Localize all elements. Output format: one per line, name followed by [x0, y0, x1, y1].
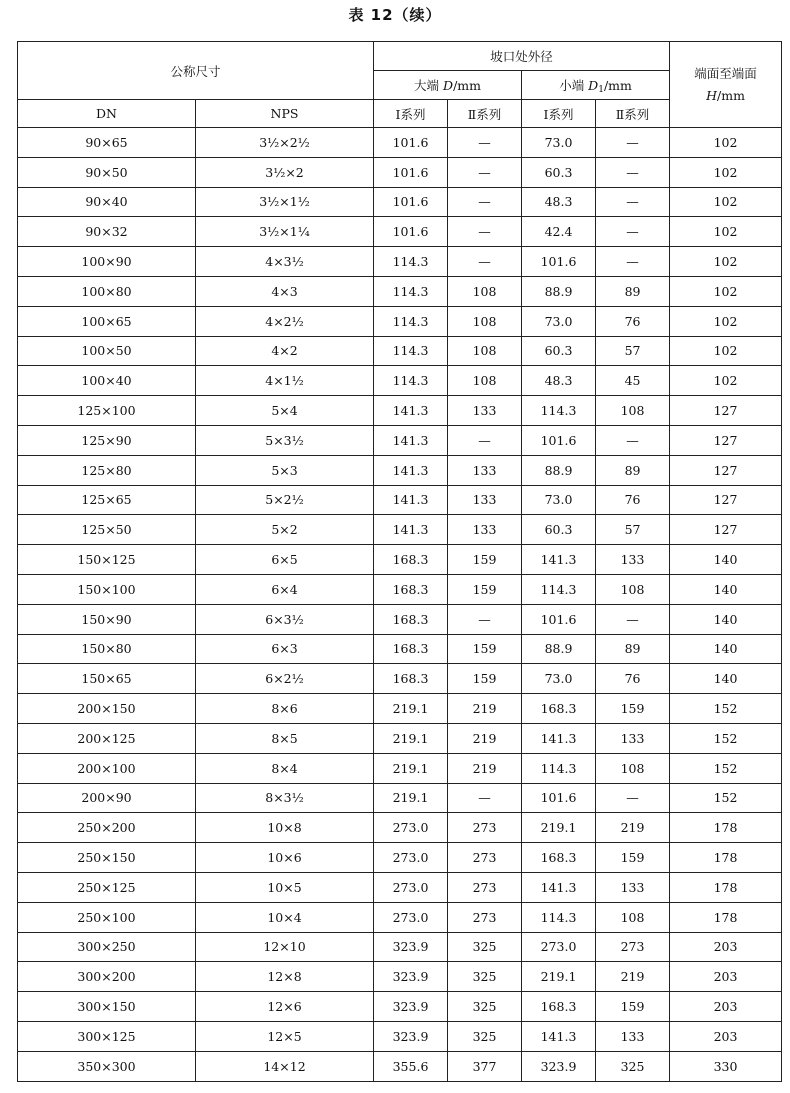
- large-end-series-1-cell: 101.6: [374, 217, 448, 247]
- end-to-end-cell: 203: [670, 1021, 782, 1051]
- nps-cell: 14×12: [196, 1051, 374, 1081]
- end-to-end-cell: 102: [670, 276, 782, 306]
- small-end-series-1-cell: 168.3: [522, 843, 596, 873]
- small-end-series-2-cell: —: [596, 128, 670, 158]
- large-end-series-2-cell: 219: [448, 694, 522, 724]
- end-to-end-cell: 178: [670, 902, 782, 932]
- small-end-series-2-cell: 89: [596, 455, 670, 485]
- large-end-series-2-cell: 108: [448, 276, 522, 306]
- end-to-end-cell: 203: [670, 962, 782, 992]
- small-end-series-1-cell: 88.9: [522, 276, 596, 306]
- table-row: [18, 932, 782, 962]
- large-end-series-2-cell: 159: [448, 664, 522, 694]
- dn-cell: 150×80: [18, 634, 196, 664]
- small-end-series-1-cell: 219.1: [522, 962, 596, 992]
- table-row: [18, 634, 782, 664]
- small-end-series-2-cell: —: [596, 247, 670, 277]
- end-to-end-cell: 178: [670, 872, 782, 902]
- end-to-end-cell: 152: [670, 783, 782, 813]
- small-end-series-1-cell: 141.3: [522, 1021, 596, 1051]
- large-end-series-2-cell: 325: [448, 1021, 522, 1051]
- small-end-series-2-cell: 159: [596, 694, 670, 724]
- dn-cell: 250×100: [18, 902, 196, 932]
- large-end-series-2-cell: —: [448, 128, 522, 158]
- large-end-series-2-cell: 108: [448, 336, 522, 366]
- dn-cell: 90×65: [18, 128, 196, 158]
- dn-cell: 150×90: [18, 604, 196, 634]
- large-end-series-2-cell: 133: [448, 396, 522, 426]
- nps-cell: 4×2½: [196, 306, 374, 336]
- small-end-series-1-cell: 88.9: [522, 634, 596, 664]
- header-small-end-unit: /mm: [603, 77, 632, 93]
- large-end-series-1-cell: 273.0: [374, 813, 448, 843]
- header-nominal-size: 公称尺寸: [18, 42, 374, 100]
- small-end-series-2-cell: 133: [596, 1021, 670, 1051]
- small-end-series-1-cell: 168.3: [522, 694, 596, 724]
- nps-cell: 12×10: [196, 932, 374, 962]
- small-end-series-2-cell: 108: [596, 396, 670, 426]
- nps-cell: 5×3: [196, 455, 374, 485]
- end-to-end-cell: 140: [670, 604, 782, 634]
- small-end-series-1-cell: 323.9: [522, 1051, 596, 1081]
- large-end-series-1-cell: 168.3: [374, 574, 448, 604]
- small-end-series-1-cell: 73.0: [522, 306, 596, 336]
- small-end-series-2-cell: 108: [596, 753, 670, 783]
- large-end-series-1-cell: 168.3: [374, 604, 448, 634]
- nps-cell: 6×3½: [196, 604, 374, 634]
- small-end-series-1-cell: 168.3: [522, 992, 596, 1022]
- large-end-series-2-cell: 159: [448, 545, 522, 575]
- header-large-series-1: Ⅰ系列: [374, 100, 448, 128]
- small-end-series-2-cell: 45: [596, 366, 670, 396]
- end-to-end-cell: 140: [670, 545, 782, 575]
- small-end-series-2-cell: —: [596, 783, 670, 813]
- header-small-end-var: D: [588, 77, 599, 93]
- large-end-series-1-cell: 168.3: [374, 664, 448, 694]
- large-end-series-2-cell: 325: [448, 932, 522, 962]
- large-end-series-2-cell: —: [448, 604, 522, 634]
- small-end-series-2-cell: 219: [596, 962, 670, 992]
- large-end-series-1-cell: 141.3: [374, 396, 448, 426]
- table-row: [18, 247, 782, 277]
- dn-cell: 200×125: [18, 723, 196, 753]
- end-to-end-cell: 102: [670, 306, 782, 336]
- nps-cell: 6×4: [196, 574, 374, 604]
- nps-cell: 10×6: [196, 843, 374, 873]
- header-bevel-od: 坡口处外径: [374, 42, 670, 71]
- small-end-series-2-cell: 325: [596, 1051, 670, 1081]
- large-end-series-1-cell: 114.3: [374, 366, 448, 396]
- nps-cell: 10×8: [196, 813, 374, 843]
- large-end-series-2-cell: 133: [448, 485, 522, 515]
- large-end-series-2-cell: 273: [448, 813, 522, 843]
- large-end-series-2-cell: 325: [448, 962, 522, 992]
- table-row: [18, 574, 782, 604]
- table-row: [18, 902, 782, 932]
- end-to-end-cell: 203: [670, 932, 782, 962]
- header-small-end: [522, 71, 670, 100]
- small-end-series-1-cell: 141.3: [522, 545, 596, 575]
- table-row: [18, 485, 782, 515]
- dn-cell: 125×50: [18, 515, 196, 545]
- large-end-series-2-cell: 273: [448, 902, 522, 932]
- dn-cell: 100×50: [18, 336, 196, 366]
- dn-cell: 300×125: [18, 1021, 196, 1051]
- large-end-series-2-cell: —: [448, 157, 522, 187]
- large-end-series-2-cell: —: [448, 425, 522, 455]
- small-end-series-1-cell: 101.6: [522, 247, 596, 277]
- small-end-series-2-cell: 159: [596, 843, 670, 873]
- table-row: [18, 664, 782, 694]
- small-end-series-1-cell: 114.3: [522, 396, 596, 426]
- dn-cell: 90×40: [18, 187, 196, 217]
- end-to-end-cell: 330: [670, 1051, 782, 1081]
- small-end-series-2-cell: 76: [596, 485, 670, 515]
- nps-cell: 6×5: [196, 545, 374, 575]
- table-row: [18, 843, 782, 873]
- large-end-series-1-cell: 168.3: [374, 634, 448, 664]
- dn-cell: 200×90: [18, 783, 196, 813]
- dn-cell: 125×90: [18, 425, 196, 455]
- large-end-series-1-cell: 323.9: [374, 1021, 448, 1051]
- header-end-to-end: [670, 42, 782, 128]
- table-row: [18, 396, 782, 426]
- reducer-dimension-table: [17, 41, 782, 1082]
- dn-cell: 125×65: [18, 485, 196, 515]
- large-end-series-2-cell: 377: [448, 1051, 522, 1081]
- table-row: [18, 276, 782, 306]
- small-end-series-1-cell: 60.3: [522, 515, 596, 545]
- header-large-end-unit: /mm: [453, 78, 481, 93]
- table-row: [18, 604, 782, 634]
- nps-cell: 8×4: [196, 753, 374, 783]
- table-row: [18, 336, 782, 366]
- large-end-series-2-cell: 133: [448, 515, 522, 545]
- large-end-series-1-cell: 114.3: [374, 306, 448, 336]
- dn-cell: 150×125: [18, 545, 196, 575]
- large-end-series-1-cell: 141.3: [374, 455, 448, 485]
- nps-cell: 6×2½: [196, 664, 374, 694]
- small-end-series-2-cell: 57: [596, 515, 670, 545]
- end-to-end-cell: 140: [670, 634, 782, 664]
- large-end-series-1-cell: 273.0: [374, 843, 448, 873]
- nps-cell: 12×5: [196, 1021, 374, 1051]
- header-large-end-label: 大端: [414, 78, 444, 93]
- header-nps: NPS: [196, 100, 374, 128]
- small-end-series-1-cell: 101.6: [522, 604, 596, 634]
- large-end-series-1-cell: 273.0: [374, 902, 448, 932]
- header-large-series-2: Ⅱ系列: [448, 100, 522, 128]
- table-row: [18, 813, 782, 843]
- nps-cell: 3½×1¼: [196, 217, 374, 247]
- end-to-end-cell: 127: [670, 425, 782, 455]
- header-small-end-sub: 1: [598, 84, 604, 95]
- large-end-series-1-cell: 219.1: [374, 753, 448, 783]
- large-end-series-2-cell: —: [448, 247, 522, 277]
- header-small-end-label: 小端: [559, 77, 589, 93]
- large-end-series-2-cell: —: [448, 217, 522, 247]
- small-end-series-2-cell: —: [596, 217, 670, 247]
- nps-cell: 5×3½: [196, 425, 374, 455]
- dn-cell: 350×300: [18, 1051, 196, 1081]
- end-to-end-cell: 127: [670, 485, 782, 515]
- nps-cell: 8×3½: [196, 783, 374, 813]
- small-end-series-2-cell: 108: [596, 574, 670, 604]
- nps-cell: 4×3½: [196, 247, 374, 277]
- nps-cell: 10×5: [196, 872, 374, 902]
- large-end-series-2-cell: 219: [448, 723, 522, 753]
- table-row: [18, 157, 782, 187]
- large-end-series-2-cell: 108: [448, 366, 522, 396]
- small-end-series-1-cell: 114.3: [522, 574, 596, 604]
- small-end-series-2-cell: 273: [596, 932, 670, 962]
- dn-cell: 200×150: [18, 694, 196, 724]
- table-row: [18, 187, 782, 217]
- table-body: [18, 128, 782, 1082]
- small-end-series-1-cell: 48.3: [522, 187, 596, 217]
- small-end-series-2-cell: 133: [596, 545, 670, 575]
- header-end-to-end-label: 端面至端面: [694, 65, 757, 81]
- large-end-series-1-cell: 141.3: [374, 425, 448, 455]
- large-end-series-1-cell: 114.3: [374, 247, 448, 277]
- table-row: [18, 753, 782, 783]
- table-row: [18, 723, 782, 753]
- end-to-end-cell: 152: [670, 694, 782, 724]
- dn-cell: 150×65: [18, 664, 196, 694]
- table-row: [18, 783, 782, 813]
- nps-cell: 3½×2½: [196, 128, 374, 158]
- end-to-end-cell: 102: [670, 217, 782, 247]
- small-end-series-1-cell: 73.0: [522, 485, 596, 515]
- nps-cell: 3½×1½: [196, 187, 374, 217]
- large-end-series-1-cell: 323.9: [374, 962, 448, 992]
- small-end-series-2-cell: 57: [596, 336, 670, 366]
- table-row: [18, 366, 782, 396]
- dn-cell: 90×50: [18, 157, 196, 187]
- large-end-series-1-cell: 114.3: [374, 276, 448, 306]
- end-to-end-cell: 178: [670, 843, 782, 873]
- table-row: [18, 128, 782, 158]
- small-end-series-2-cell: 159: [596, 992, 670, 1022]
- nps-cell: 5×2½: [196, 485, 374, 515]
- small-end-series-1-cell: 219.1: [522, 813, 596, 843]
- table-row: [18, 962, 782, 992]
- end-to-end-cell: 127: [670, 455, 782, 485]
- large-end-series-1-cell: 101.6: [374, 157, 448, 187]
- nps-cell: 4×1½: [196, 366, 374, 396]
- header-end-to-end-unit: /mm: [717, 87, 745, 103]
- dn-cell: 100×90: [18, 247, 196, 277]
- small-end-series-2-cell: —: [596, 604, 670, 634]
- large-end-series-1-cell: 141.3: [374, 485, 448, 515]
- large-end-series-2-cell: —: [448, 783, 522, 813]
- nps-cell: 3½×2: [196, 157, 374, 187]
- dn-cell: 125×100: [18, 396, 196, 426]
- end-to-end-cell: 140: [670, 574, 782, 604]
- nps-cell: 12×6: [196, 992, 374, 1022]
- small-end-series-2-cell: —: [596, 425, 670, 455]
- nps-cell: 5×2: [196, 515, 374, 545]
- table-row: [18, 1021, 782, 1051]
- nps-cell: 12×8: [196, 962, 374, 992]
- dn-cell: 150×100: [18, 574, 196, 604]
- small-end-series-1-cell: 141.3: [522, 723, 596, 753]
- end-to-end-cell: 152: [670, 753, 782, 783]
- large-end-series-1-cell: 101.6: [374, 187, 448, 217]
- dn-cell: 100×80: [18, 276, 196, 306]
- large-end-series-2-cell: 159: [448, 574, 522, 604]
- table-row: [18, 515, 782, 545]
- nps-cell: 4×2: [196, 336, 374, 366]
- end-to-end-cell: 102: [670, 128, 782, 158]
- dn-cell: 250×125: [18, 872, 196, 902]
- end-to-end-cell: 152: [670, 723, 782, 753]
- table-row: [18, 545, 782, 575]
- end-to-end-cell: 102: [670, 247, 782, 277]
- large-end-series-1-cell: 219.1: [374, 723, 448, 753]
- large-end-series-2-cell: 325: [448, 992, 522, 1022]
- table-row: [18, 306, 782, 336]
- table-row: [18, 425, 782, 455]
- small-end-series-1-cell: 114.3: [522, 902, 596, 932]
- nps-cell: 4×3: [196, 276, 374, 306]
- small-end-series-2-cell: 76: [596, 664, 670, 694]
- large-end-series-1-cell: 114.3: [374, 336, 448, 366]
- small-end-series-1-cell: 273.0: [522, 932, 596, 962]
- dn-cell: 300×250: [18, 932, 196, 962]
- dn-cell: 250×200: [18, 813, 196, 843]
- end-to-end-cell: 102: [670, 157, 782, 187]
- end-to-end-cell: 102: [670, 187, 782, 217]
- small-end-series-1-cell: 42.4: [522, 217, 596, 247]
- large-end-series-1-cell: 141.3: [374, 515, 448, 545]
- header-large-end: [374, 71, 522, 100]
- end-to-end-cell: 102: [670, 336, 782, 366]
- table-row: [18, 872, 782, 902]
- small-end-series-2-cell: 89: [596, 276, 670, 306]
- small-end-series-1-cell: 88.9: [522, 455, 596, 485]
- large-end-series-1-cell: 101.6: [374, 128, 448, 158]
- large-end-series-2-cell: —: [448, 187, 522, 217]
- nps-cell: 5×4: [196, 396, 374, 426]
- small-end-series-2-cell: 133: [596, 872, 670, 902]
- dn-cell: 200×100: [18, 753, 196, 783]
- header-small-series-2: Ⅱ系列: [596, 100, 670, 128]
- table-row: [18, 992, 782, 1022]
- large-end-series-2-cell: 273: [448, 843, 522, 873]
- nps-cell: 10×4: [196, 902, 374, 932]
- end-to-end-cell: 127: [670, 396, 782, 426]
- table-row: [18, 1051, 782, 1081]
- dn-cell: 250×150: [18, 843, 196, 873]
- small-end-series-1-cell: 114.3: [522, 753, 596, 783]
- dn-cell: 300×150: [18, 992, 196, 1022]
- end-to-end-cell: 203: [670, 992, 782, 1022]
- large-end-series-2-cell: 273: [448, 872, 522, 902]
- large-end-series-2-cell: 133: [448, 455, 522, 485]
- large-end-series-1-cell: 168.3: [374, 545, 448, 575]
- end-to-end-cell: 127: [670, 515, 782, 545]
- small-end-series-2-cell: 76: [596, 306, 670, 336]
- large-end-series-2-cell: 159: [448, 634, 522, 664]
- large-end-series-1-cell: 323.9: [374, 932, 448, 962]
- dn-cell: 300×200: [18, 962, 196, 992]
- small-end-series-2-cell: 133: [596, 723, 670, 753]
- large-end-series-1-cell: 273.0: [374, 872, 448, 902]
- small-end-series-1-cell: 60.3: [522, 336, 596, 366]
- large-end-series-2-cell: 108: [448, 306, 522, 336]
- end-to-end-cell: 102: [670, 366, 782, 396]
- small-end-series-2-cell: 89: [596, 634, 670, 664]
- nps-cell: 6×3: [196, 634, 374, 664]
- table-row: [18, 217, 782, 247]
- small-end-series-1-cell: 60.3: [522, 157, 596, 187]
- small-end-series-1-cell: 73.0: [522, 664, 596, 694]
- large-end-series-1-cell: 219.1: [374, 694, 448, 724]
- small-end-series-1-cell: 141.3: [522, 872, 596, 902]
- table-caption: 表 12（续）: [348, 6, 442, 24]
- dn-cell: 90×32: [18, 217, 196, 247]
- large-end-series-1-cell: 323.9: [374, 992, 448, 1022]
- nps-cell: 8×6: [196, 694, 374, 724]
- nps-cell: 8×5: [196, 723, 374, 753]
- header-large-end-var: D: [443, 78, 454, 93]
- small-end-series-1-cell: 101.6: [522, 425, 596, 455]
- large-end-series-2-cell: 219: [448, 753, 522, 783]
- small-end-series-2-cell: —: [596, 187, 670, 217]
- small-end-series-2-cell: —: [596, 157, 670, 187]
- dn-cell: 100×65: [18, 306, 196, 336]
- table-row: [18, 455, 782, 485]
- header-end-to-end-var: H: [706, 87, 718, 103]
- small-end-series-2-cell: 108: [596, 902, 670, 932]
- table-row: [18, 694, 782, 724]
- end-to-end-cell: 140: [670, 664, 782, 694]
- small-end-series-1-cell: 48.3: [522, 366, 596, 396]
- dn-cell: 100×40: [18, 366, 196, 396]
- header-small-series-1: Ⅰ系列: [522, 100, 596, 128]
- small-end-series-1-cell: 101.6: [522, 783, 596, 813]
- large-end-series-1-cell: 219.1: [374, 783, 448, 813]
- header-dn: DN: [18, 100, 196, 128]
- small-end-series-1-cell: 73.0: [522, 128, 596, 158]
- dn-cell: 125×80: [18, 455, 196, 485]
- end-to-end-cell: 178: [670, 813, 782, 843]
- large-end-series-1-cell: 355.6: [374, 1051, 448, 1081]
- small-end-series-2-cell: 219: [596, 813, 670, 843]
